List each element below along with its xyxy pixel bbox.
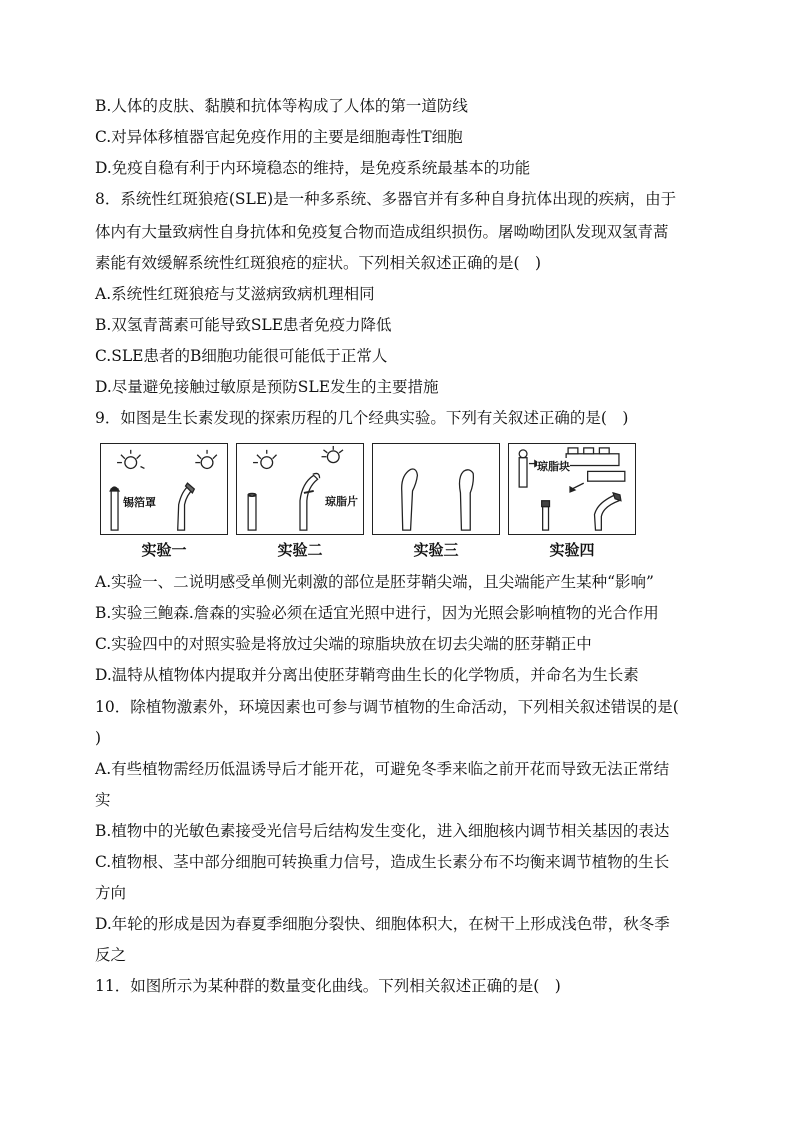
option-7c: C.对异体移植器官起免疫作用的主要是细胞毒性T细胞 [95,128,463,146]
experiment-3-caption: 实验三 [413,541,459,559]
option-10a-cont: 实 [95,791,111,809]
experiment-4-caption: 实验四 [549,541,595,559]
question-8-line-1: 8．系统性红斑狼疮(SLE)是一种多系统、多器官并有多种自身抗体出现的疾病，由于 [95,190,677,208]
option-10d: D.年轮的形成是因为春夏季细胞分裂快、细胞体积大，在树干上形成浅色带，秋冬季 [95,915,670,933]
option-9d: D.温特从植物体内提取并分离出使胚芽鞘弯曲生长的化学物质，并命名为生长素 [95,666,639,684]
agar-block-label: 琼脂块 [537,460,570,473]
option-8a: A.系统性红斑狼疮与艾滋病致病机理相同 [95,285,375,303]
option-10c-cont: 方向 [95,884,127,902]
experiment-3-panel [372,443,500,535]
option-10b: B.植物中的光敏色素接受光信号后结构发生变化，进入细胞核内调节相关基因的表达 [95,822,670,840]
option-9b: B.实验三鲍森.詹森的实验必须在适宜光照中进行，因为光照会影响植物的光合作用 [95,604,659,622]
option-7d: D.免疫自稳有利于内环境稳态的维持，是免疫系统最基本的功能 [95,159,531,177]
option-10d-cont: 反之 [95,946,127,964]
option-8c: C.SLE患者的B细胞功能很可能低于正常人 [95,347,388,365]
question-8-line-2: 体内有大量致病性自身抗体和免疫复合物而造成组织损伤。屠呦呦团队发现双氢青蒿 [95,223,669,241]
experiment-2-caption: 实验二 [277,541,323,559]
experiment-1-panel [100,443,228,535]
experiment-2-panel [236,443,364,535]
experiment-4-panel [508,443,636,535]
question-10-stem: 10．除植物激素外，环境因素也可参与调节植物的生命活动，下列相关叙述错误的是( [95,698,679,716]
question-9-stem: 9．如图是生长素发现的探索历程的几个经典实验。下列有关叙述正确的是( ) [95,409,629,427]
option-9c: C.实验四中的对照实验是将放过尖端的琼脂块放在切去尖端的胚芽鞘正中 [95,635,592,653]
experiment-3-diagram [373,444,499,534]
option-10c: C.植物根、茎中部分细胞可转换重力信号，造成生长素分布不均衡来调节植物的生长 [95,853,670,871]
foil-cap-label: 锡箔罩 [123,496,156,509]
option-8d: D.尽量避免接触过敏原是预防SLE发生的主要措施 [95,378,439,396]
mica-sheet-label: 琼脂片 [325,495,358,508]
question-11-stem: 11．如图所示为某种群的数量变化曲线。下列相关叙述正确的是( ) [95,977,561,995]
experiment-2-diagram [237,444,363,534]
question-10-stem-cont: ) [95,729,102,747]
experiment-figure [100,443,630,563]
option-7b: B.人体的皮肤、黏膜和抗体等构成了人体的第一道防线 [95,97,468,115]
option-8b: B.双氢青蒿素可能导致SLE患者免疫力降低 [95,316,392,334]
experiment-1-caption: 实验一 [141,541,187,559]
option-10a: A.有些植物需经历低温诱导后才能开花，可避免冬季来临之前开花而导致无法正常结 [95,760,670,778]
experiment-1-diagram [101,444,227,534]
question-8-line-3: 素能有效缓解系统性红斑狼疮的症状。下列相关叙述正确的是( ) [95,254,542,272]
option-9a: A.实验一、二说明感受单侧光刺激的部位是胚芽鞘尖端，且尖端能产生某种“影响” [95,573,654,591]
experiment-4-diagram [509,444,635,534]
